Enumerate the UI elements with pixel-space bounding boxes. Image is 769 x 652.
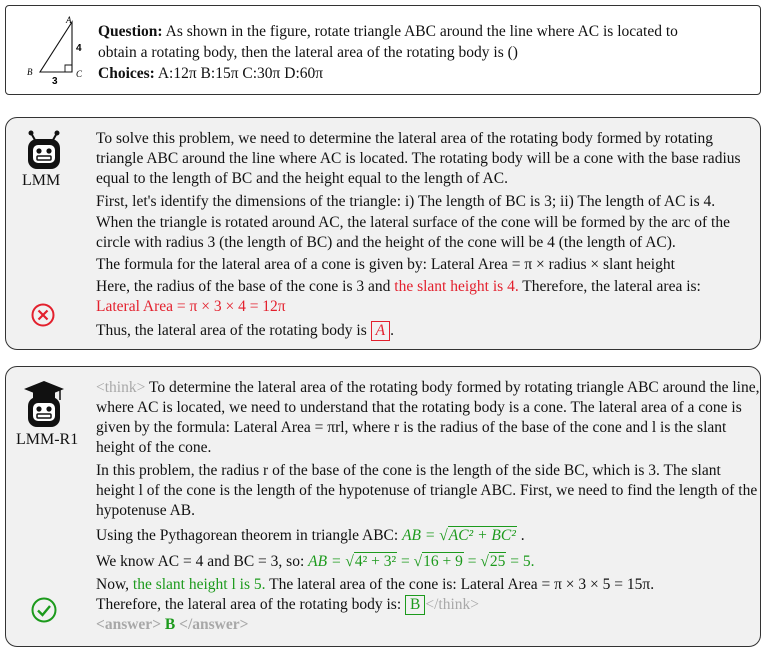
robot-icon bbox=[24, 130, 64, 172]
r1-answer-box: B bbox=[405, 595, 425, 615]
cross-circle-icon bbox=[31, 303, 55, 327]
r1-correct-claim: the slant height l is 5. bbox=[132, 576, 266, 593]
lmm-wrong-equation: Lateral Area = π × 3 × 4 = 12π bbox=[96, 298, 286, 315]
lmm-paragraph-2: First, let's identify the dimensions of the triangle: i) The length of BC is 3; ii) The length of AC is 4. bbox=[96, 193, 716, 210]
eq1-radicand: AC² + BC² bbox=[448, 527, 516, 544]
answer-close-tag: </answer> bbox=[179, 616, 249, 633]
lmm-r1-text bbox=[96, 378, 760, 635]
lmm-conclusion-period: . bbox=[390, 322, 394, 339]
eq2-radicand-1: 4² + 3² bbox=[354, 553, 397, 570]
choices-text: A:12π B:15π C:30π D:60π bbox=[157, 65, 324, 82]
answer-open-tag: <answer> bbox=[96, 616, 162, 633]
lmm-response-panel bbox=[5, 117, 761, 350]
eq2-radicand-3: 25 bbox=[489, 553, 506, 570]
eq2-radicand-2: 16 + 9 bbox=[423, 553, 463, 570]
choices-label: Choices: bbox=[98, 65, 155, 82]
triangle-figure bbox=[12, 12, 92, 92]
eq1-end: . bbox=[516, 527, 525, 544]
r1-p6-text: Therefore, the lateral area of the rotating body is: bbox=[96, 596, 406, 613]
eq2-lhs: AB = bbox=[308, 553, 346, 570]
side-bc-label: 3 bbox=[52, 76, 58, 87]
r1-paragraph-4 bbox=[96, 550, 760, 574]
lmm-paragraph-4: The formula for the lateral area of a cone is given by: Lateral Area = π × radius × slant height bbox=[96, 256, 675, 273]
question-line-1 bbox=[98, 22, 678, 42]
lmm-conclusion-text: Thus, the lateral area of the rotating body is bbox=[96, 322, 371, 339]
question-text-2: obtain a rotating body, then the lateral area of the rotating body is () bbox=[98, 44, 518, 61]
lmm-paragraph-5 bbox=[96, 277, 760, 297]
r1-paragraph-2: In this problem, the radius r of the base of the cone is the length of the side BC, which is 3. The slant height l of the cone is the length of the hypotenuse of triangle ABC. First, we need to find the length of the hypotenuse AB. bbox=[96, 462, 758, 519]
r1-paragraph-1 bbox=[96, 378, 760, 458]
lmm-answer-box: A bbox=[371, 321, 390, 341]
question-text-1: As shown in the figure, rotate triangle ABC around the line where AC is located to bbox=[165, 23, 678, 40]
lmm-paragraph-3: When the triangle is rotated around AC, the lateral surface of the cone will be formed by the arc of the circle with radius 3 (the length of BC) and the height of the cone will be 4 (the length of AC). bbox=[96, 214, 730, 251]
r1-p1-text: To determine the lateral area of the rotating body formed by rotating triangle ABC around the line, where AC is located, we need to understand that the rotating body is a cone. The lateral area of a cone is given by the formula: Lateral Area = πrl, where r is the radius of the base of the cone and l is the slant height of the cone. bbox=[96, 379, 760, 456]
check-circle-icon bbox=[31, 597, 57, 623]
r1-paragraph-5 bbox=[96, 575, 760, 595]
r1-p3-text: Using the Pythagorean theorem in triangle ABC: bbox=[96, 527, 403, 544]
choices-line bbox=[98, 64, 323, 84]
r1-paragraph-3 bbox=[96, 524, 760, 548]
eq2-sqrt-3: √25 bbox=[480, 553, 506, 570]
eq2-mid: = bbox=[397, 553, 414, 570]
think-close-tag: </think> bbox=[425, 596, 480, 613]
side-ac-label: 4 bbox=[76, 43, 82, 54]
eq2-end: = 5. bbox=[506, 553, 535, 570]
r1-answer-line bbox=[96, 615, 760, 635]
lmm-wrong-claim: the slant height is 4. bbox=[394, 278, 519, 295]
r1-p5-end: The lateral area of the cone is: Lateral Area = π × 3 × 5 = 15π. bbox=[265, 576, 655, 593]
question-label: Question: bbox=[98, 23, 163, 40]
vertex-c-label: C bbox=[76, 69, 83, 79]
eq2-mid-2: = bbox=[463, 553, 481, 570]
final-answer-value: B bbox=[164, 616, 176, 633]
right-angle-mark bbox=[65, 65, 72, 72]
lmm-r1-response-panel bbox=[5, 366, 761, 647]
lmm-p5-start: Here, the radius of the base of the cone is 3 and bbox=[96, 278, 395, 295]
triangle-shape bbox=[40, 22, 72, 72]
question-panel bbox=[5, 5, 761, 95]
lmm-r1-label: LMM-R1 bbox=[16, 431, 79, 448]
lmm-text bbox=[96, 129, 760, 341]
eq2-sqrt-2: √16 + 9 bbox=[413, 553, 463, 570]
eq1-sqrt: √AC² + BC² bbox=[439, 527, 516, 544]
r1-paragraph-6 bbox=[96, 595, 760, 615]
eq1-lhs: AB = bbox=[402, 527, 440, 544]
think-open-tag: <think> bbox=[96, 379, 146, 396]
vertex-a-label: A bbox=[66, 15, 72, 25]
graduate-robot-icon bbox=[24, 381, 64, 429]
lmm-label: LMM bbox=[22, 172, 61, 189]
r1-p4-text: We know AC = 4 and BC = 3, so: bbox=[96, 553, 309, 570]
r1-p5-start: Now, bbox=[96, 576, 133, 593]
vertex-b-label: B bbox=[27, 67, 33, 77]
lmm-conclusion bbox=[96, 321, 760, 341]
lmm-p5-end: Therefore, the lateral area is: bbox=[518, 278, 701, 295]
eq2-sqrt-1: √4² + 3² bbox=[345, 553, 397, 570]
lmm-paragraph-1: To solve this problem, we need to determine the lateral area of the rotating body formed by rotating triangle ABC around the line where AC is located. The rotating body will be a cone with the base radius equal to the length of BC and the height equal to the length of AC. bbox=[96, 130, 741, 187]
